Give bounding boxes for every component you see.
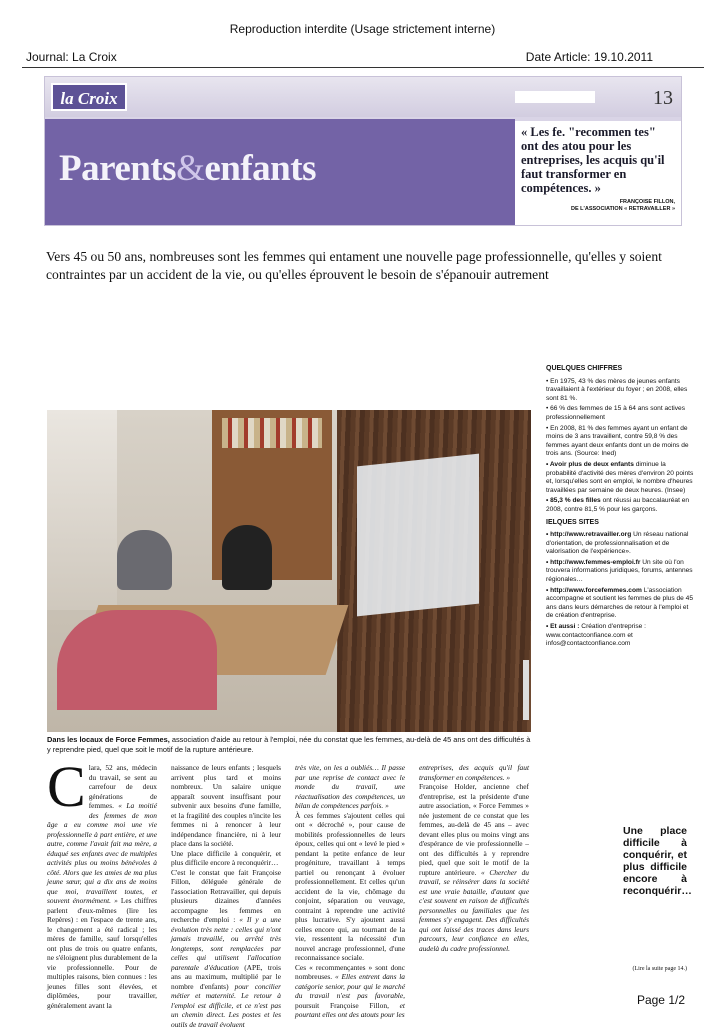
photo-caption	[47, 735, 535, 754]
body-text: poursuit Françoise Fillon,	[295, 1000, 400, 1010]
site-item-text: Un site où l'on trouvera informations juridiques, forums, antennes régionales…	[546, 558, 693, 584]
quote-author	[521, 199, 675, 213]
body-quote: « Chercher du travail, se réinsérer dans la société est une vraie bataille, d'autant que c'est souvent en raison de difficultés personnelles ou familiales que les femmes s'y engagent. Des difficultés qui ont laissé des traces dans leurs parcours, leur confiance en elles, audelà du cadre professionnel.	[419, 867, 529, 953]
sidebar-title-chiffres: QUELQUES CHIFFRES	[546, 365, 623, 372]
body-text: Les chiffres parlent d'eux-mêmes (lire les Repères) : en l'espace de trente ans, le changement a été radical ; les mères de famille, sauf lorsqu'elles ont plus de trois ou quatre enfants, ne s'éloignent plus durablement de la vie professionnelle. Pour de multiples raisons, bien connues : les jeunes filles sont élevées, et diplômées, pour travailler, généralement avant la	[47, 896, 157, 1010]
caption-text: association d'aide au retour à l'emploi, née du constat que les femmes, au-delà de 45 ans ont des difficultés à y reprendre pied, quel que soit le motif de la rupture antérieure.	[47, 735, 531, 754]
article-photo	[47, 410, 531, 732]
masthead-quote: « Les fe. "recommen tes" ont des atou pour les entreprises, les acquis qu'il faut transformer en compétences. »	[521, 125, 665, 195]
site-item-text: Création d'entreprise : www.contactconfiance.com et infos@contactconfiance.com	[546, 623, 646, 648]
redaction-box	[515, 91, 595, 103]
fact-item-text: ont réussi au baccalauréat en 2008, contre 81,5 % pour les garçons.	[546, 497, 690, 513]
body-quote: et pourtant elles ont des atouts pour les	[295, 1000, 405, 1019]
page-indicator: Page 1/2	[636, 993, 685, 1007]
quote-author-org: DE L'ASSOCIATION « RETRAVAILLER »	[571, 206, 675, 212]
body-quote: « Il y a une évolution très nette : celles qui n'ont jamais travaillé, ou arrêté très longtemps, sont remplacées par celles qui utilisent l'allocation parentale d'éducation	[171, 915, 281, 972]
fact-item	[546, 461, 696, 495]
fact-item-lead: • Avoir plus de deux enfants	[546, 460, 634, 468]
drop-cap: C	[47, 754, 86, 819]
photo-window	[47, 410, 117, 610]
body-text: lara, 52 ans, médecin du travail, se sent au carrefour de deux générations de femmes.	[88, 763, 157, 810]
quote-author-name: FRANÇOISE FILLON,	[619, 199, 675, 205]
article-column-1	[47, 754, 157, 1010]
body-text: Françoise Holder, ancienne chef d'entreprise, est la présidente d'une autre association, « Force Femmes » née justement de ce constat que les femmes, au-delà de 45 ans – avec devant elles plus ou moins vingt ans d'espérance de vie professionnelle – ont des difficultés à y reprendre pied, quel que soit le motif de la rupture antérieure.	[419, 782, 529, 877]
site-item-link: • Et aussi :	[546, 623, 580, 631]
sidebar-title-sites: IELQUES SITES	[546, 518, 599, 526]
photo-credit	[523, 660, 529, 720]
fact-item	[546, 378, 696, 404]
newspaper-page-number: 13	[653, 87, 673, 109]
body-text: C'est le constat que fait Françoise Fillon, déléguée générale de l'association Retravailler, qui depuis plusieurs dizaines d'années accompagne les femmes en recherche d'emploi :	[171, 867, 281, 924]
body-text: (APE, trois ans au maximum, multiplié par le nombre d'enfants)	[171, 962, 281, 991]
article-column-4	[419, 763, 529, 981]
article-column-5	[543, 763, 692, 981]
body-text: Ces « recommençantes » sont donc nombreuses.	[295, 962, 405, 981]
photo-sign	[357, 454, 479, 617]
body-text: À ces femmes s'ajoutent celles qui ont « décroché », pour cause de mobilités professionnelles de leurs époux, celles qui ont « levé le pied » pendant la petite enfance de leur progéniture, travaillant à temps partiel ou renonçant à évoluer professionnellement. Et celles qu'un accident de la vie, chômage du conjoint, séparation ou veuvage, contraint à reprendre une activité plus lucrative. S'y ajoutent aussi celles encore qui, au tournant de la vie, ressentent la nécessité d'un nouvel ancrage professionnel, d'une reconnaissance sociale.	[295, 810, 405, 962]
masthead	[44, 76, 682, 226]
site-item	[546, 623, 696, 649]
body-quote: entreprises, des acquis qu'il faut transformer en compétences. »	[419, 763, 529, 782]
continued-note: (Lire la suite page 14.)	[632, 966, 687, 972]
site-item	[546, 587, 696, 621]
fact-item	[546, 425, 696, 459]
section-title-amp: &	[176, 148, 205, 189]
fact-item-text: • En 2008, 81 % des femmes ayant un enfant de moins de 3 ans travaillent, contre 59,8 % des femmes ayant deux enfants dont un de moins de trois ans. (Source: Ined)	[546, 424, 689, 458]
site-item-link: • http://www.femmes-emploi.fr	[546, 558, 641, 566]
photo-person	[222, 525, 272, 590]
body-quote: pour concilier métier et maternité. Le retour à l'emploi est difficile, et ce n'est pas un chemin direct. Les postes et les outils de travail évoluent	[171, 981, 282, 1029]
body-text: Une place difficile à conquérir, et plus difficile encore à reconquérir…	[171, 848, 281, 867]
site-item-link: • http://www.forcefemmes.com	[546, 586, 642, 594]
caption-lead: Dans les locaux de Force Femmes,	[47, 735, 170, 744]
photo-books	[222, 418, 322, 448]
site-item-link: • http://www.retravailler.org	[546, 531, 632, 539]
article-column-2	[171, 763, 282, 1029]
fact-item-text: • 66 % des femmes de 15 à 64 ans sont actives professionnellement	[546, 405, 686, 421]
article-date: Date Article: 19.10.2011	[525, 50, 653, 64]
body-quote: « La moitié des femmes de mon âge a eu comme moi une vie professionnelle à part entière, et une autre, comme l'avait fait ma mère, a éduqué ses enfants avec de multiples activités plus ou moins bénévoles à côté. Alors que les amies de ma plus jeune sœur, qui a dix ans de moins que moi, travaillent toutes, et souvent énormément. »	[47, 801, 157, 905]
journal-name: Journal: La Croix	[26, 50, 117, 64]
pull-quote: Une place difficile à conquérir, et plus difficile encore à reconquérir…	[623, 825, 692, 897]
photo-person	[117, 530, 172, 590]
section-title-part2: enfants	[204, 148, 316, 189]
site-item	[546, 559, 696, 585]
reproduction-notice: Reproduction interdite (Usage strictement interne)	[229, 22, 496, 36]
photo-person	[57, 610, 217, 710]
header-rule	[22, 67, 704, 68]
masthead-quote-box	[515, 121, 681, 225]
body-text: naissance de leurs enfants ; lesquels arrivent plus tard et moins nombreux. Un salaire unique apparaît souvent insuffisant pour subvenir aux besoins d'une famille, et la fragilité des couples n'incite les femmes ni à renoncer à leur indépendance financière, ni à leur place dans la société.	[171, 763, 281, 848]
article-column-3	[295, 763, 405, 1019]
body-quote: « Elles entrent dans la catégorie senior, pour qui le marché du travail n'est pas favorable,	[295, 972, 405, 1000]
section-title	[59, 147, 316, 190]
fact-item	[546, 497, 696, 514]
fact-item-lead: • 85,3 % des filles	[546, 497, 601, 505]
fact-item-text: diminue la probabilité d'activité des mères d'environ 20 points et, lorsqu'elles sont en emploi, le nombre d'heures travaillées par semaine de deux heures. (Insee)	[546, 460, 694, 494]
section-title-part1: Parents	[59, 148, 177, 189]
column-5-spacer	[543, 763, 623, 963]
fact-item	[546, 405, 696, 422]
article-headline: Vers 45 ou 50 ans, nombreuses sont les femmes qui entament une nouvelle page professionnelle, qu'elles y soient contraintes par un accident de la vie, ou qu'elles éprouvent le besoin de s'épanouir autrement	[46, 249, 662, 282]
la-croix-logo: la Croix	[51, 83, 127, 111]
facts-sidebar	[546, 365, 696, 651]
site-item-text: L'association accompagne et soutient les femmes de plus de 45 ans dans leurs démarches de retour à l'emploi et de création d'entreprise.	[546, 586, 693, 620]
site-item-text: Un réseau national d'orientation, de professionnalisation et de valorisation de l'expérience».	[546, 531, 689, 556]
site-item	[546, 531, 696, 557]
fact-item-text: • En 1975, 43 % des mères de jeunes enfants travaillaient à l'extérieur du foyer ; en 2008, elles sont 81 %.	[546, 377, 688, 402]
body-quote: très vite, on les a oubliés… Il passe par une reprise de contact avec le monde du travail, une réactualisation des compétences, un bilan de compétences parfois. »	[295, 763, 405, 810]
